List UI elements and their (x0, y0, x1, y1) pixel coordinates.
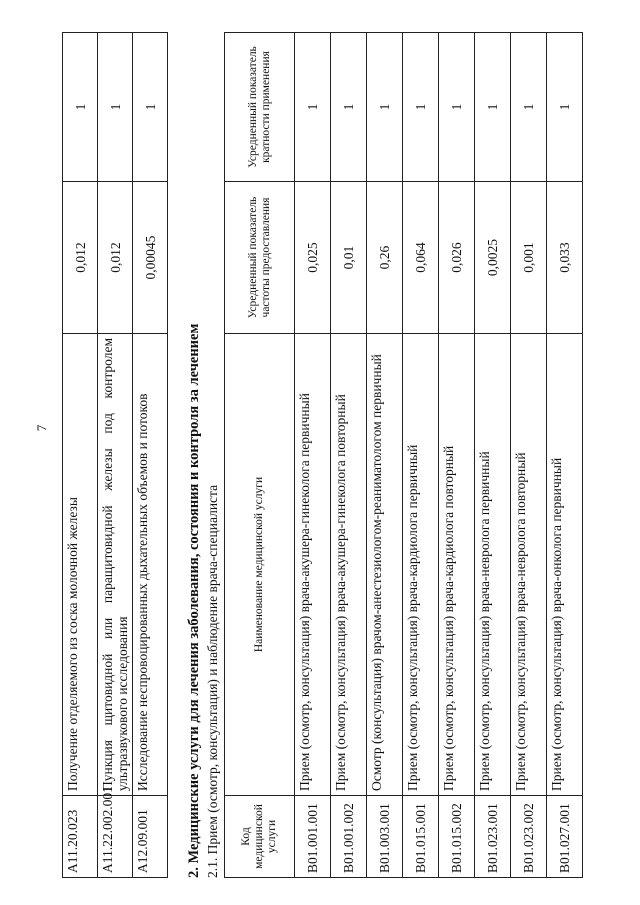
multiplicity-cell: 1 (367, 33, 403, 182)
section-heading: 2. Медицинские услуги для лечения заболевания, состояния и контроля за лечением (186, 323, 202, 878)
table-header-row (225, 33, 295, 878)
table-row (367, 33, 403, 878)
frequency-cell: 0,012 (63, 182, 98, 334)
code-cell: A11.20.023 (63, 796, 98, 878)
header-name: Наименование медицинской услуги (225, 334, 295, 796)
name-cell: Прием (осмотр, консультация) врача-невролога первичный (475, 334, 511, 796)
table-row (403, 33, 439, 878)
multiplicity-cell: 1 (511, 33, 547, 182)
code-cell: B01.001.002 (331, 796, 367, 878)
name-cell: Прием (осмотр, консультация) врача-онколога первичный (547, 334, 583, 796)
top-table (62, 32, 168, 878)
multiplicity-cell: 1 (98, 33, 133, 182)
name-cell: Прием (осмотр, консультация) врача-невролога повторный (511, 334, 547, 796)
header-multiplicity: Усредненный показатель кратности применения (225, 33, 295, 182)
name-cell: Исследование неспровоцированных дыхательных объемов и потоков (133, 334, 168, 796)
table-row (331, 33, 367, 878)
frequency-cell: 0,0025 (475, 182, 511, 334)
code-cell: B01.015.002 (439, 796, 475, 878)
frequency-cell: 0,00045 (133, 182, 168, 334)
code-cell: B01.003.001 (367, 796, 403, 878)
frequency-cell: 0,025 (295, 182, 331, 334)
rotated-page-content (62, 33, 582, 878)
frequency-cell: 0,026 (439, 182, 475, 334)
frequency-cell: 0,26 (367, 182, 403, 334)
code-cell: B01.023.001 (475, 796, 511, 878)
name-cell: Прием (осмотр, консультация) врача-акушера-гинеколога повторный (331, 334, 367, 796)
name-cell: Прием (осмотр, консультация) врача-кардиолога повторный (439, 334, 475, 796)
table-row (295, 33, 331, 878)
name-cell: Прием (осмотр, консультация) врача-кардиолога первичный (403, 334, 439, 796)
name-cell: Получение отделяемого из соска молочной железы (63, 334, 98, 796)
name-cell: Пункция щитовидной или паращитовидной железы под контролем ультразвукового исследования (98, 334, 133, 796)
table-row (511, 33, 547, 878)
table-row (547, 33, 583, 878)
multiplicity-cell: 1 (133, 33, 168, 182)
header-code: Код медицинской услуги (225, 796, 295, 878)
code-cell: A11.22.002.001 (98, 796, 133, 878)
frequency-cell: 0,012 (98, 182, 133, 334)
frequency-cell: 0,001 (511, 182, 547, 334)
name-cell: Прием (осмотр, консультация) врача-акушера-гинеколога первичный (295, 334, 331, 796)
multiplicity-cell: 1 (475, 33, 511, 182)
section-subheading: 2.1. Прием (осмотр, консультация) и наблюдение врача-специалиста (205, 484, 220, 878)
code-cell: B01.027.001 (547, 796, 583, 878)
multiplicity-cell: 1 (403, 33, 439, 182)
frequency-cell: 0,033 (547, 182, 583, 334)
table-row (63, 33, 98, 878)
name-cell: Осмотр (консультация) врачом-анестезиологом-реаниматологом первичный (367, 334, 403, 796)
table-row (439, 33, 475, 878)
code-cell: B01.023.002 (511, 796, 547, 878)
code-cell: A12.09.001 (133, 796, 168, 878)
multiplicity-cell: 1 (63, 33, 98, 182)
page-number: 7 (34, 424, 49, 432)
frequency-cell: 0,064 (403, 182, 439, 334)
code-cell: B01.001.001 (295, 796, 331, 878)
multiplicity-cell: 1 (295, 33, 331, 182)
services-table (224, 32, 583, 878)
table-row (98, 33, 133, 878)
frequency-cell: 0,01 (331, 182, 367, 334)
code-cell: B01.015.001 (403, 796, 439, 878)
table-row (133, 33, 168, 878)
multiplicity-cell: 1 (331, 33, 367, 182)
multiplicity-cell: 1 (439, 33, 475, 182)
table-row (475, 33, 511, 878)
multiplicity-cell: 1 (547, 33, 583, 182)
header-frequency: Усредненный показатель частоты предоставления (225, 182, 295, 334)
